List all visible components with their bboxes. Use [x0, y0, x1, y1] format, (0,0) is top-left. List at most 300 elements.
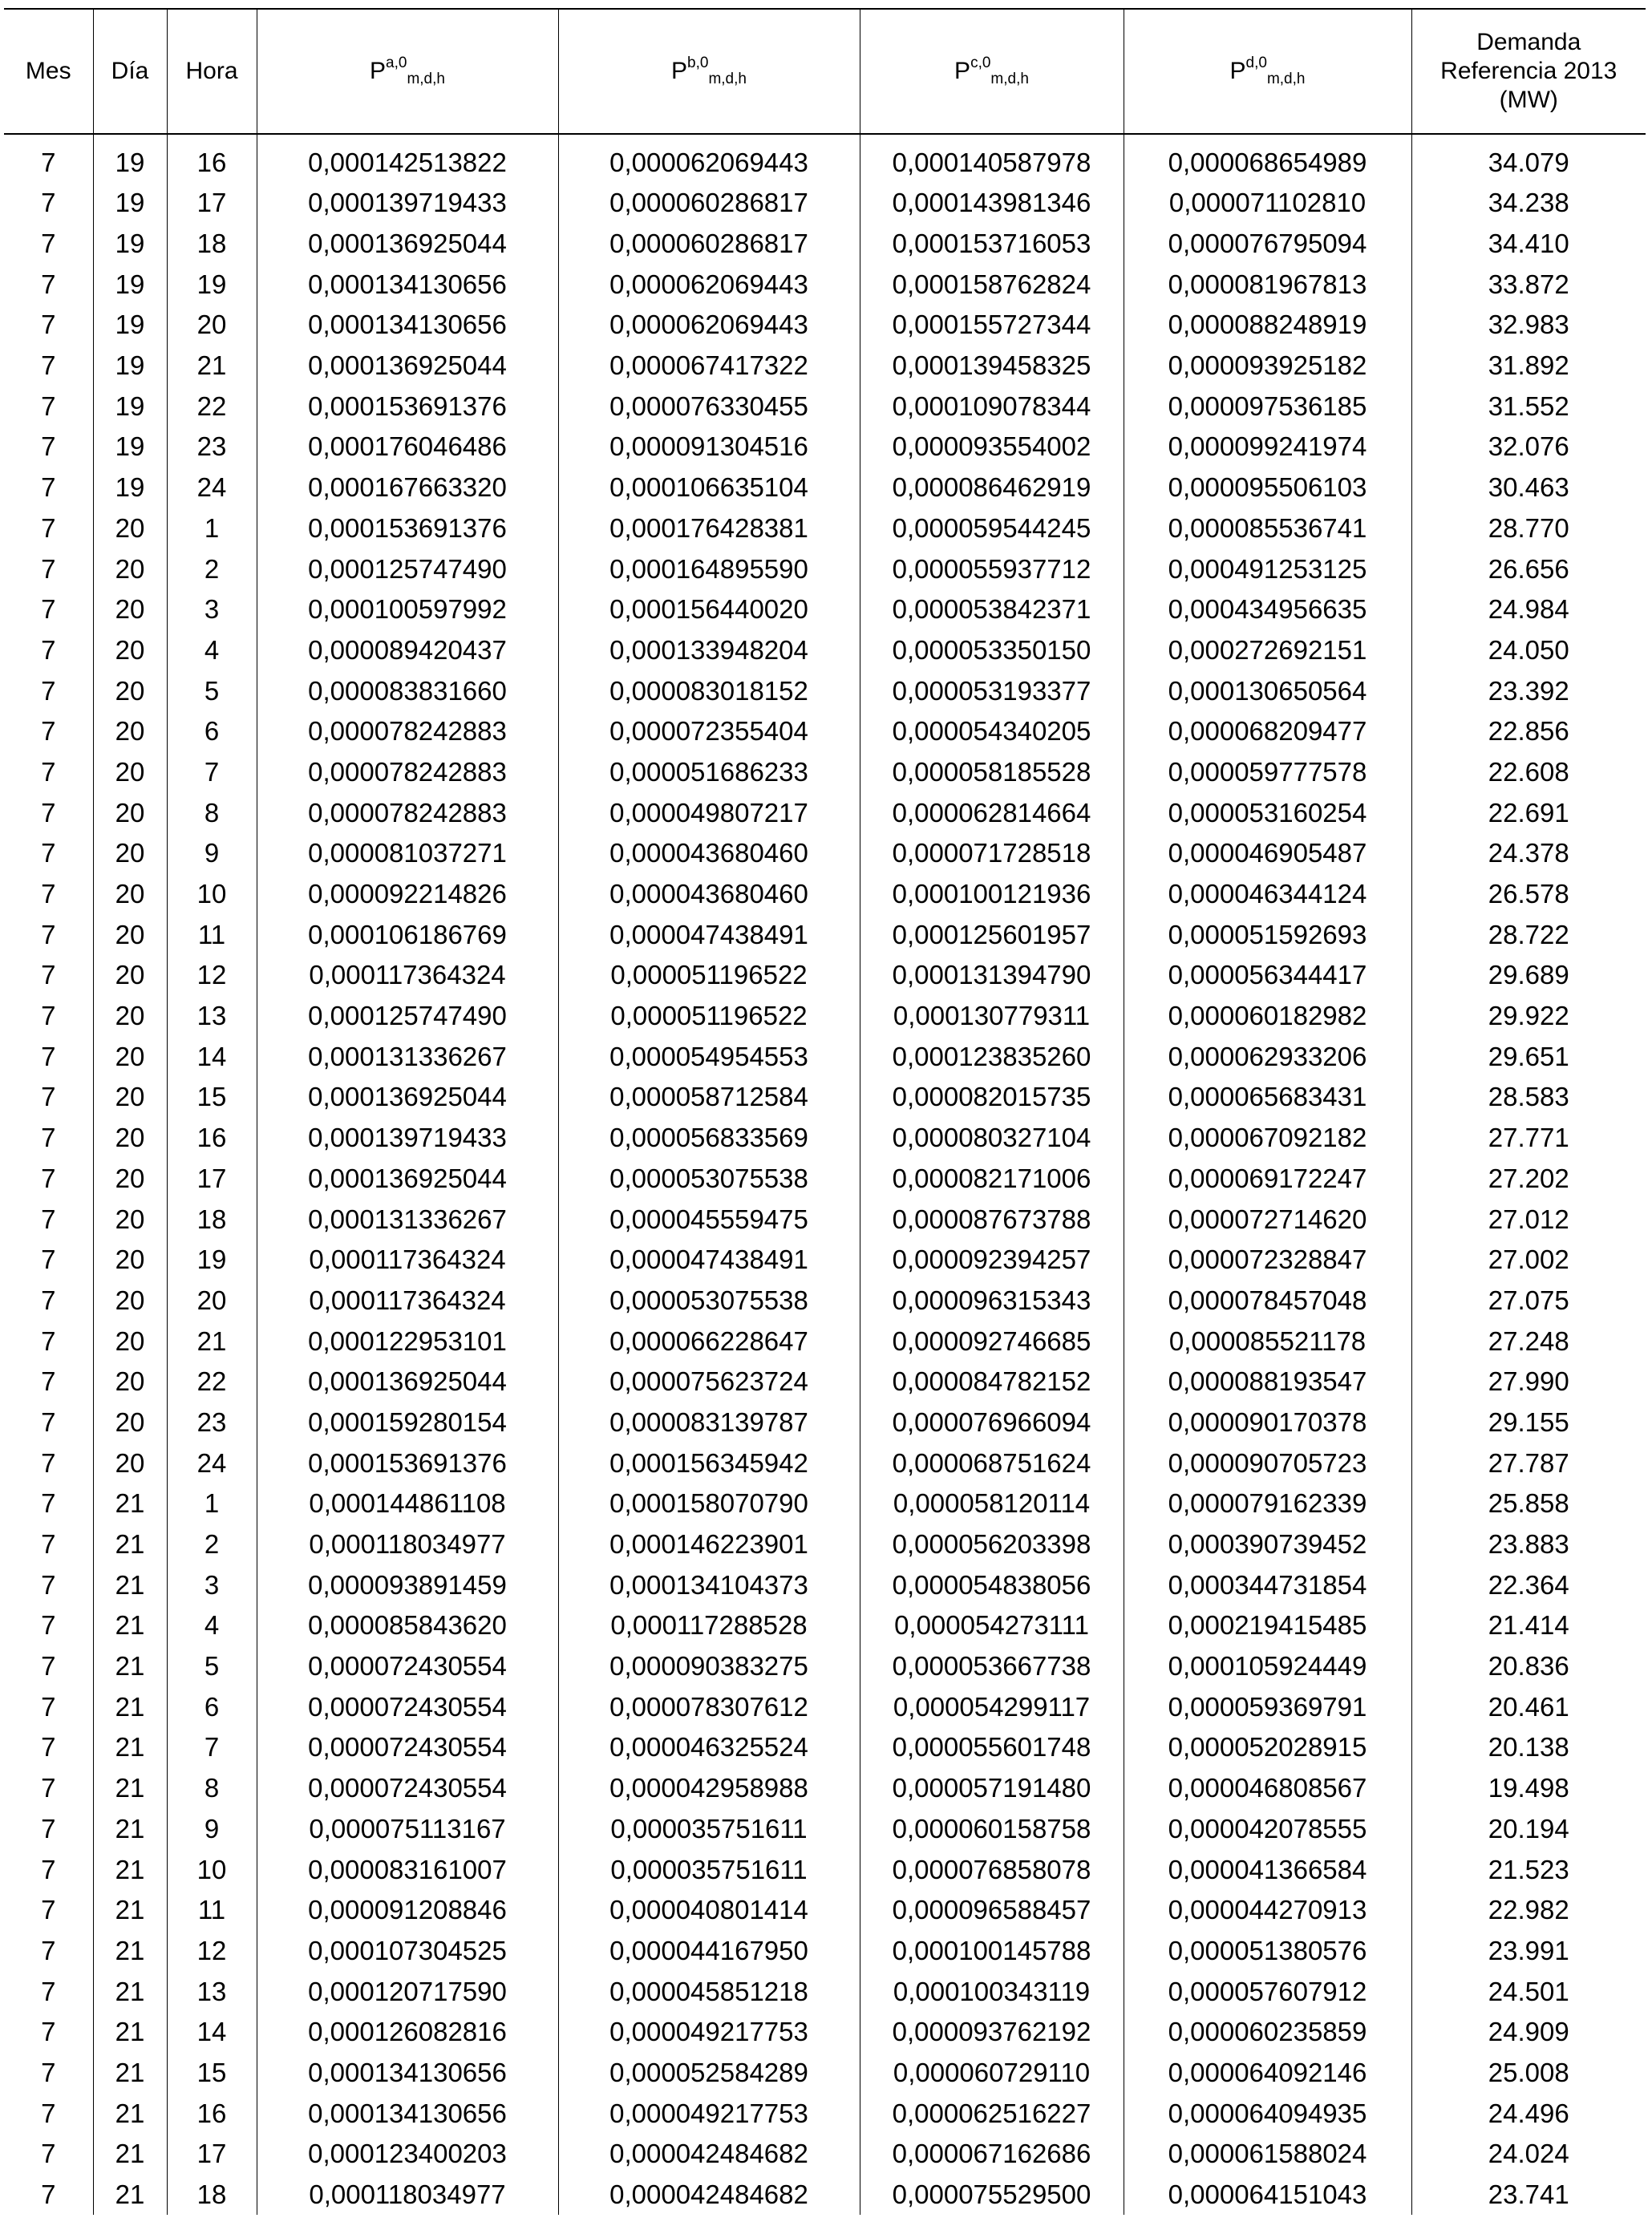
cell-demanda: 24.378 — [1411, 833, 1646, 874]
demand-probability-table — [4, 8, 1646, 2215]
cell-pb: 0,000035751611 — [558, 1809, 860, 1850]
cell-pd: 0,000061588024 — [1124, 2134, 1411, 2175]
table-row — [4, 183, 1646, 224]
cell-pb: 0,000053075538 — [558, 1159, 860, 1200]
cell-pa: 0,000123400203 — [257, 2134, 558, 2175]
cell-pb: 0,000051196522 — [558, 996, 860, 1037]
cell-hora: 14 — [167, 2012, 257, 2053]
cell-pa: 0,000117364324 — [257, 1240, 558, 1281]
cell-pc: 0,000067162686 — [860, 2134, 1124, 2175]
cell-pb: 0,000042958988 — [558, 1768, 860, 1809]
cell-mes: 7 — [4, 427, 93, 467]
cell-demanda: 25.858 — [1411, 1483, 1646, 1524]
cell-pa: 0,000083831660 — [257, 670, 558, 711]
table-row — [4, 1240, 1646, 1281]
cell-pd: 0,000068654989 — [1124, 134, 1411, 183]
cell-hora: 16 — [167, 1118, 257, 1159]
table-row — [4, 1159, 1646, 1200]
cell-pb: 0,000052584289 — [558, 2053, 860, 2094]
symbol-pb: P$^{b,0}_{m,d,h}$ — [671, 55, 747, 87]
cell-hora: 4 — [167, 1605, 257, 1646]
cell-mes: 7 — [4, 1686, 93, 1727]
cell-hora: 15 — [167, 2053, 257, 2094]
cell-pb: 0,000072355404 — [558, 711, 860, 752]
cell-pd: 0,000390739452 — [1124, 1524, 1411, 1565]
cell-hora: 17 — [167, 183, 257, 224]
table-row — [4, 467, 1646, 508]
cell-mes: 7 — [4, 1443, 93, 1483]
cell-hora: 24 — [167, 467, 257, 508]
cell-pa: 0,000122953101 — [257, 1321, 558, 1362]
cell-hora: 16 — [167, 2093, 257, 2134]
cell-pd: 0,000059369791 — [1124, 1686, 1411, 1727]
cell-hora: 10 — [167, 1849, 257, 1890]
cell-pd: 0,000057607912 — [1124, 1971, 1411, 2012]
cell-pa: 0,000081037271 — [257, 833, 558, 874]
cell-dia: 20 — [93, 1199, 167, 1240]
cell-mes: 7 — [4, 1036, 93, 1077]
cell-pd: 0,000088248919 — [1124, 305, 1411, 346]
cell-mes: 7 — [4, 224, 93, 265]
cell-pc: 0,000123835260 — [860, 1036, 1124, 1077]
cell-pc: 0,000057191480 — [860, 1768, 1124, 1809]
cell-pa: 0,000072430554 — [257, 1768, 558, 1809]
cell-pb: 0,000045851218 — [558, 1971, 860, 2012]
cell-pd: 0,000130650564 — [1124, 670, 1411, 711]
cell-mes: 7 — [4, 752, 93, 793]
cell-demanda: 27.771 — [1411, 1118, 1646, 1159]
cell-pc: 0,000153716053 — [860, 224, 1124, 265]
cell-pd: 0,000344731854 — [1124, 1564, 1411, 1605]
cell-demanda: 22.608 — [1411, 752, 1646, 793]
symbol-pa: P$^{a,0}_{m,d,h}$ — [370, 55, 445, 87]
cell-demanda: 34.410 — [1411, 224, 1646, 265]
cell-mes: 7 — [4, 874, 93, 915]
cell-demanda: 28.722 — [1411, 914, 1646, 955]
cell-pa: 0,000072430554 — [257, 1686, 558, 1727]
cell-pc: 0,000053667738 — [860, 1646, 1124, 1687]
cell-pc: 0,000068751624 — [860, 1443, 1124, 1483]
cell-dia: 21 — [93, 2053, 167, 2094]
cell-pb: 0,000051686233 — [558, 752, 860, 793]
cell-pc: 0,000086462919 — [860, 467, 1124, 508]
table-row — [4, 2012, 1646, 2053]
cell-pb: 0,000158070790 — [558, 1483, 860, 1524]
table-row — [4, 670, 1646, 711]
cell-pd: 0,000044270913 — [1124, 1890, 1411, 1931]
table-row — [4, 1321, 1646, 1362]
cell-pd: 0,000079162339 — [1124, 1483, 1411, 1524]
cell-dia: 21 — [93, 1809, 167, 1850]
cell-pd: 0,000434956635 — [1124, 589, 1411, 630]
cell-dia: 21 — [93, 1971, 167, 2012]
cell-hora: 9 — [167, 1809, 257, 1850]
cell-hora: 4 — [167, 630, 257, 671]
cell-demanda: 27.012 — [1411, 1199, 1646, 1240]
cell-mes: 7 — [4, 630, 93, 671]
cell-pc: 0,000062814664 — [860, 792, 1124, 833]
cell-pb: 0,000133948204 — [558, 630, 860, 671]
cell-mes: 7 — [4, 1159, 93, 1200]
cell-pb: 0,000056833569 — [558, 1118, 860, 1159]
cell-pb: 0,000040801414 — [558, 1890, 860, 1931]
cell-hora: 13 — [167, 996, 257, 1037]
cell-dia: 21 — [93, 1849, 167, 1890]
cell-pd: 0,000046344124 — [1124, 874, 1411, 915]
cell-mes: 7 — [4, 1281, 93, 1321]
cell-hora: 17 — [167, 1159, 257, 1200]
header-dia: Día — [93, 9, 167, 134]
cell-hora: 8 — [167, 1768, 257, 1809]
cell-hora: 12 — [167, 1931, 257, 1972]
cell-dia: 21 — [93, 1605, 167, 1646]
cell-pa: 0,000134130656 — [257, 2053, 558, 2094]
cell-hora: 21 — [167, 1321, 257, 1362]
cell-dia: 20 — [93, 670, 167, 711]
cell-pc: 0,000053842371 — [860, 589, 1124, 630]
cell-pc: 0,000053350150 — [860, 630, 1124, 671]
cell-demanda: 27.075 — [1411, 1281, 1646, 1321]
cell-demanda: 26.656 — [1411, 548, 1646, 589]
cell-pb: 0,000062069443 — [558, 305, 860, 346]
table-row — [4, 548, 1646, 589]
table-row — [4, 134, 1646, 183]
cell-mes: 7 — [4, 833, 93, 874]
table-row — [4, 264, 1646, 305]
cell-hora: 3 — [167, 589, 257, 630]
cell-pc: 0,000054273111 — [860, 1605, 1124, 1646]
cell-demanda: 26.578 — [1411, 874, 1646, 915]
cell-pb: 0,000156345942 — [558, 1443, 860, 1483]
cell-pd: 0,000046808567 — [1124, 1768, 1411, 1809]
cell-pd: 0,000105924449 — [1124, 1646, 1411, 1687]
cell-demanda: 23.883 — [1411, 1524, 1646, 1565]
cell-mes: 7 — [4, 914, 93, 955]
table-header — [4, 9, 1646, 134]
cell-demanda: 31.892 — [1411, 346, 1646, 387]
cell-mes: 7 — [4, 508, 93, 549]
cell-hora: 18 — [167, 1199, 257, 1240]
cell-pd: 0,000060182982 — [1124, 996, 1411, 1037]
cell-pb: 0,000164895590 — [558, 548, 860, 589]
cell-pb: 0,000049807217 — [558, 792, 860, 833]
cell-mes: 7 — [4, 670, 93, 711]
cell-mes: 7 — [4, 1402, 93, 1443]
cell-mes: 7 — [4, 467, 93, 508]
cell-demanda: 32.076 — [1411, 427, 1646, 467]
cell-mes: 7 — [4, 1077, 93, 1118]
cell-pc: 0,000093554002 — [860, 427, 1124, 467]
cell-pb: 0,000060286817 — [558, 183, 860, 224]
cell-pd: 0,000071102810 — [1124, 183, 1411, 224]
cell-pd: 0,000041366584 — [1124, 1849, 1411, 1890]
cell-pd: 0,000095506103 — [1124, 467, 1411, 508]
cell-hora: 22 — [167, 1362, 257, 1402]
cell-pb: 0,000051196522 — [558, 955, 860, 996]
cell-pd: 0,000059777578 — [1124, 752, 1411, 793]
cell-pc: 0,000139458325 — [860, 346, 1124, 387]
cell-pc: 0,000087673788 — [860, 1199, 1124, 1240]
cell-demanda: 34.079 — [1411, 134, 1646, 183]
table-row — [4, 1564, 1646, 1605]
cell-mes: 7 — [4, 1605, 93, 1646]
cell-pa: 0,000093891459 — [257, 1564, 558, 1605]
cell-pc: 0,000062516227 — [860, 2093, 1124, 2134]
cell-pd: 0,000090170378 — [1124, 1402, 1411, 1443]
cell-dia: 19 — [93, 264, 167, 305]
table-row — [4, 792, 1646, 833]
cell-pd: 0,000085521178 — [1124, 1321, 1411, 1362]
cell-pc: 0,000143981346 — [860, 183, 1124, 224]
table-row — [4, 1727, 1646, 1768]
table-row — [4, 914, 1646, 955]
cell-dia: 21 — [93, 2175, 167, 2216]
cell-pa: 0,000153691376 — [257, 508, 558, 549]
cell-mes: 7 — [4, 1849, 93, 1890]
cell-hora: 11 — [167, 914, 257, 955]
cell-mes: 7 — [4, 792, 93, 833]
table-row — [4, 305, 1646, 346]
cell-dia: 19 — [93, 427, 167, 467]
cell-pb: 0,000044167950 — [558, 1931, 860, 1972]
cell-mes: 7 — [4, 955, 93, 996]
cell-mes: 7 — [4, 1768, 93, 1809]
cell-pd: 0,000072714620 — [1124, 1199, 1411, 1240]
cell-pa: 0,000136925044 — [257, 1077, 558, 1118]
cell-dia: 20 — [93, 1240, 167, 1281]
cell-pb: 0,000045559475 — [558, 1199, 860, 1240]
cell-dia: 21 — [93, 1483, 167, 1524]
cell-pc: 0,000131394790 — [860, 955, 1124, 996]
cell-mes: 7 — [4, 305, 93, 346]
cell-pd: 0,000093925182 — [1124, 346, 1411, 387]
table-row — [4, 752, 1646, 793]
cell-pa: 0,000126082816 — [257, 2012, 558, 2053]
cell-demanda: 33.872 — [1411, 264, 1646, 305]
cell-pa: 0,000139719433 — [257, 1118, 558, 1159]
table-row — [4, 2175, 1646, 2216]
cell-pa: 0,000072430554 — [257, 1727, 558, 1768]
cell-demanda: 22.982 — [1411, 1890, 1646, 1931]
cell-dia: 21 — [93, 1646, 167, 1687]
cell-dia: 19 — [93, 224, 167, 265]
cell-pc: 0,000053193377 — [860, 670, 1124, 711]
cell-mes: 7 — [4, 1564, 93, 1605]
cell-pd: 0,000069172247 — [1124, 1159, 1411, 1200]
cell-pa: 0,000106186769 — [257, 914, 558, 955]
table-row — [4, 386, 1646, 427]
cell-pa: 0,000134130656 — [257, 305, 558, 346]
cell-hora: 6 — [167, 1686, 257, 1727]
cell-dia: 20 — [93, 1118, 167, 1159]
cell-pb: 0,000047438491 — [558, 914, 860, 955]
table-row — [4, 2053, 1646, 2094]
cell-mes: 7 — [4, 1199, 93, 1240]
cell-mes: 7 — [4, 2053, 93, 2094]
header-hora: Hora — [167, 9, 257, 134]
cell-pd: 0,000042078555 — [1124, 1809, 1411, 1850]
table-row — [4, 1809, 1646, 1850]
cell-pd: 0,000219415485 — [1124, 1605, 1411, 1646]
cell-hora: 16 — [167, 134, 257, 183]
cell-pa: 0,000072430554 — [257, 1646, 558, 1687]
cell-pb: 0,000042484682 — [558, 2134, 860, 2175]
cell-demanda: 29.155 — [1411, 1402, 1646, 1443]
cell-demanda: 29.651 — [1411, 1036, 1646, 1077]
cell-hora: 20 — [167, 305, 257, 346]
cell-hora: 5 — [167, 1646, 257, 1687]
cell-pd: 0,000081967813 — [1124, 264, 1411, 305]
cell-hora: 9 — [167, 833, 257, 874]
cell-pc: 0,000140587978 — [860, 134, 1124, 183]
table-row — [4, 1036, 1646, 1077]
cell-pc: 0,000100145788 — [860, 1931, 1124, 1972]
cell-pb: 0,000176428381 — [558, 508, 860, 549]
cell-mes: 7 — [4, 346, 93, 387]
cell-pa: 0,000125747490 — [257, 548, 558, 589]
table-row — [4, 1605, 1646, 1646]
cell-mes: 7 — [4, 134, 93, 183]
cell-demanda: 22.856 — [1411, 711, 1646, 752]
cell-pc: 0,000096588457 — [860, 1890, 1124, 1931]
cell-pd: 0,000099241974 — [1124, 427, 1411, 467]
cell-dia: 21 — [93, 1727, 167, 1768]
cell-pa: 0,000085843620 — [257, 1605, 558, 1646]
cell-pc: 0,000075529500 — [860, 2175, 1124, 2216]
cell-pa: 0,000078242883 — [257, 711, 558, 752]
cell-demanda: 29.922 — [1411, 996, 1646, 1037]
table-row — [4, 630, 1646, 671]
cell-hora: 10 — [167, 874, 257, 915]
cell-dia: 20 — [93, 548, 167, 589]
cell-pa: 0,000117364324 — [257, 1281, 558, 1321]
cell-hora: 2 — [167, 548, 257, 589]
cell-pc: 0,000130779311 — [860, 996, 1124, 1037]
cell-pd: 0,000272692151 — [1124, 630, 1411, 671]
table-row — [4, 2093, 1646, 2134]
cell-dia: 21 — [93, 1524, 167, 1565]
cell-pb: 0,000058712584 — [558, 1077, 860, 1118]
cell-demanda: 28.770 — [1411, 508, 1646, 549]
cell-pb: 0,000047438491 — [558, 1240, 860, 1281]
cell-dia: 20 — [93, 996, 167, 1037]
cell-pa: 0,000142513822 — [257, 134, 558, 183]
cell-pa: 0,000118034977 — [257, 1524, 558, 1565]
cell-pb: 0,000049217753 — [558, 2012, 860, 2053]
header-pc — [860, 9, 1124, 134]
cell-pc: 0,000093762192 — [860, 2012, 1124, 2053]
cell-pa: 0,000136925044 — [257, 1159, 558, 1200]
cell-demanda: 24.984 — [1411, 589, 1646, 630]
cell-pc: 0,000054340205 — [860, 711, 1124, 752]
cell-pc: 0,000155727344 — [860, 305, 1124, 346]
table-row — [4, 224, 1646, 265]
cell-dia: 20 — [93, 914, 167, 955]
cell-pc: 0,000080327104 — [860, 1118, 1124, 1159]
cell-hora: 13 — [167, 1971, 257, 2012]
cell-mes: 7 — [4, 2012, 93, 2053]
cell-demanda: 29.689 — [1411, 955, 1646, 996]
cell-demanda: 24.496 — [1411, 2093, 1646, 2134]
cell-pb: 0,000091304516 — [558, 427, 860, 467]
cell-mes: 7 — [4, 386, 93, 427]
cell-pc: 0,000060158758 — [860, 1809, 1124, 1850]
cell-pd: 0,000085536741 — [1124, 508, 1411, 549]
table-row — [4, 1686, 1646, 1727]
cell-pb: 0,000134104373 — [558, 1564, 860, 1605]
cell-pc: 0,000058120114 — [860, 1483, 1124, 1524]
table-row — [4, 711, 1646, 752]
table-row — [4, 1362, 1646, 1402]
cell-demanda: 28.583 — [1411, 1077, 1646, 1118]
header-row — [4, 9, 1646, 134]
cell-pa: 0,000136925044 — [257, 346, 558, 387]
cell-pc: 0,000056203398 — [860, 1524, 1124, 1565]
cell-pc: 0,000060729110 — [860, 2053, 1124, 2094]
cell-mes: 7 — [4, 1809, 93, 1850]
cell-pc: 0,000054838056 — [860, 1564, 1124, 1605]
cell-pb: 0,000062069443 — [558, 134, 860, 183]
cell-hora: 24 — [167, 1443, 257, 1483]
cell-pd: 0,000065683431 — [1124, 1077, 1411, 1118]
cell-demanda: 23.741 — [1411, 2175, 1646, 2216]
cell-mes: 7 — [4, 1727, 93, 1768]
cell-dia: 21 — [93, 2093, 167, 2134]
cell-pd: 0,000051380576 — [1124, 1931, 1411, 1972]
cell-demanda: 25.008 — [1411, 2053, 1646, 2094]
cell-demanda: 19.498 — [1411, 1768, 1646, 1809]
cell-hora: 1 — [167, 1483, 257, 1524]
cell-mes: 7 — [4, 1362, 93, 1402]
table-row — [4, 1199, 1646, 1240]
cell-mes: 7 — [4, 2093, 93, 2134]
cell-demanda: 23.392 — [1411, 670, 1646, 711]
cell-demanda: 20.836 — [1411, 1646, 1646, 1687]
cell-pd: 0,000491253125 — [1124, 548, 1411, 589]
cell-dia: 20 — [93, 711, 167, 752]
symbol-pc: P$^{c,0}_{m,d,h}$ — [954, 55, 1029, 87]
cell-pa: 0,000167663320 — [257, 467, 558, 508]
cell-dia: 20 — [93, 1443, 167, 1483]
cell-pd: 0,000088193547 — [1124, 1362, 1411, 1402]
table-row — [4, 1524, 1646, 1565]
cell-pa: 0,000125747490 — [257, 996, 558, 1037]
cell-pd: 0,000068209477 — [1124, 711, 1411, 752]
cell-hora: 20 — [167, 1281, 257, 1321]
cell-demanda: 23.991 — [1411, 1931, 1646, 1972]
cell-dia: 19 — [93, 134, 167, 183]
cell-hora: 18 — [167, 224, 257, 265]
cell-hora: 7 — [167, 1727, 257, 1768]
cell-pb: 0,000035751611 — [558, 1849, 860, 1890]
cell-mes: 7 — [4, 264, 93, 305]
cell-demanda: 30.463 — [1411, 467, 1646, 508]
cell-pa: 0,000078242883 — [257, 752, 558, 793]
cell-dia: 20 — [93, 508, 167, 549]
cell-pd: 0,000046905487 — [1124, 833, 1411, 874]
table-body — [4, 134, 1646, 2215]
cell-pd: 0,000090705723 — [1124, 1443, 1411, 1483]
table-row — [4, 955, 1646, 996]
cell-pa: 0,000092214826 — [257, 874, 558, 915]
cell-pb: 0,000062069443 — [558, 264, 860, 305]
cell-mes: 7 — [4, 2134, 93, 2175]
cell-pc: 0,000076858078 — [860, 1849, 1124, 1890]
cell-pd: 0,000053160254 — [1124, 792, 1411, 833]
cell-pb: 0,000043680460 — [558, 874, 860, 915]
cell-hora: 23 — [167, 1402, 257, 1443]
cell-hora: 22 — [167, 386, 257, 427]
